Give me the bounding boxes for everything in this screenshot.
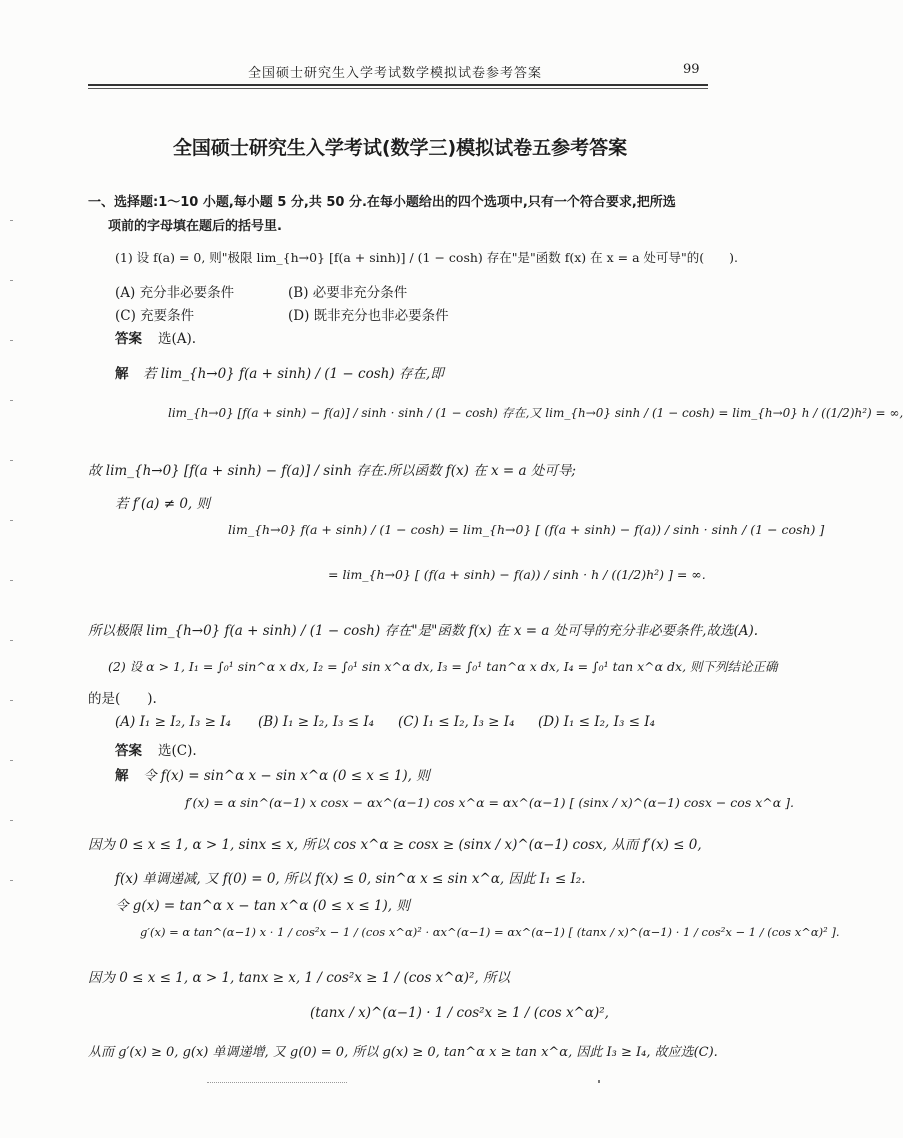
- bottom-scan-mark: [207, 1082, 347, 1083]
- section-heading: 一、选择题:1～10 小题,每小题 5 分,共 50 分.在每小题给出的四个选项中,只有一个符合要求,把所选: [88, 195, 676, 210]
- bottom-scan-dot: [598, 1080, 600, 1083]
- q2-option-b: (B) I₁ ≥ I₂, I₃ ≤ I₄: [258, 714, 375, 730]
- q2-line-6: g′(x) = α tan^(α−1) x · 1 / cos²x − 1 / (cos x^α)² · αx^(α−1) = αx^(α−1) [ (tanx / x)^(α−1) · 1 / cos²x − 1 / (cos x^α)² ].: [140, 925, 840, 939]
- q2-line-1: 令 f(x) = sin^α x − sin x^α (0 ≤ x ≤ 1), 则: [143, 768, 430, 784]
- q2-answer-label: 答案: [115, 743, 142, 759]
- q1-line-4: 若 f′(a) ≠ 0, 则: [115, 496, 211, 512]
- q1-line-5: lim_{h→0} f(a + sinh) / (1 − cosh) = lim_{h→0} [ (f(a + sinh) − f(a)) / sinh · sinh / (1 − cosh) ]: [228, 522, 825, 537]
- q2-answer-text: 选(C).: [158, 743, 197, 759]
- q1-option-c: (C) 充要条件: [115, 308, 195, 324]
- q1-line-3: 故 lim_{h→0} [f(a + sinh) − f(a)] / sinh 存在.所以函数 f(x) 在 x = a 处可导;: [88, 463, 576, 479]
- q2-option-a: (A) I₁ ≥ I₂, I₃ ≥ I₄: [115, 714, 231, 730]
- q1-option-b: (B) 必要非充分条件: [288, 285, 408, 301]
- section-heading-cont: 项前的字母填在题后的括号里.: [108, 219, 282, 234]
- q1-line-7: 所以极限 lim_{h→0} f(a + sinh) / (1 − cosh) 存在"是"函数 f(x) 在 x = a 处可导的充分非必要条件,故选(A).: [88, 623, 759, 639]
- running-header-title: 全国硕士研究生入学考试数学模拟试卷参考答案: [248, 66, 543, 81]
- q2-line-4: f(x) 单调递减, 又 f(0) = 0, 所以 f(x) ≤ 0, sin^α x ≤ sin x^α, 因此 I₁ ≤ I₂.: [115, 871, 586, 887]
- q2-line-8: (tanx / x)^(α−1) · 1 / cos²x ≥ 1 / (cos x^α)²,: [310, 1005, 609, 1021]
- q1-answer-label: 答案: [115, 331, 142, 347]
- q1-solution-label: 解: [115, 366, 129, 382]
- q1-answer-text: 选(A).: [158, 331, 197, 347]
- page-title: 全国硕士研究生入学考试(数学三)模拟试卷五参考答案: [172, 137, 628, 159]
- q2-line-7: 因为 0 ≤ x ≤ 1, α > 1, tanx ≥ x, 1 / cos²x ≥ 1 / (cos x^α)², 所以: [88, 970, 510, 986]
- header-rule: [88, 84, 708, 89]
- q1-line-6: = lim_{h→0} [ (f(a + sinh) − f(a)) / sinh · h / ((1/2)h²) ] = ∞.: [328, 567, 706, 582]
- q2-line-5: 令 g(x) = tan^α x − tan x^α (0 ≤ x ≤ 1), 则: [115, 898, 410, 914]
- q2-line-9: 从而 g′(x) ≥ 0, g(x) 单调递增, 又 g(0) = 0, 所以 g(x) ≥ 0, tan^α x ≥ tan x^α, 因此 I₃ ≥ I₄, 故应选(C).: [88, 1045, 718, 1060]
- q1-line-1: 若 lim_{h→0} f(a + sinh) / (1 − cosh) 存在,即: [143, 366, 444, 382]
- q2-line-3: 因为 0 ≤ x ≤ 1, α > 1, sinx ≤ x, 所以 cos x^α ≥ cosx ≥ (sinx / x)^(α−1) cosx, 从而 f′(x) ≤ 0,: [88, 837, 702, 853]
- q1-line-2: lim_{h→0} [f(a + sinh) − f(a)] / sinh · sinh / (1 − cosh) 存在,又 lim_{h→0} sinh / (1 − cosh) = lim_{h→0} h / ((1/2)h²) = ∞,: [168, 406, 903, 420]
- q2-stem: (2) 设 α > 1, I₁ = ∫₀¹ sin^α x dx, I₂ = ∫₀¹ sin x^α dx, I₃ = ∫₀¹ tan^α x dx, I₄ = ∫₀¹ tan x^α dx, 则下列结论正确: [108, 659, 778, 674]
- q2-stem-cont: 的是( ).: [88, 691, 157, 707]
- page-number: 99: [683, 62, 700, 77]
- q2-line-2: f′(x) = α sin^(α−1) x cosx − αx^(α−1) cos x^α = αx^(α−1) [ (sinx / x)^(α−1) cosx − cos x^α ].: [185, 795, 794, 810]
- q1-option-d: (D) 既非充分也非必要条件: [288, 308, 449, 324]
- q2-option-c: (C) I₁ ≤ I₂, I₃ ≥ I₄: [398, 714, 515, 730]
- q2-solution-label: 解: [115, 768, 129, 784]
- q1-stem: (1) 设 f(a) = 0, 则"极限 lim_{h→0} [f(a + sinh)] / (1 − cosh) 存在"是"函数 f(x) 在 x = a 处可导"的( ).: [115, 250, 738, 265]
- q1-option-a: (A) 充分非必要条件: [115, 285, 235, 301]
- q2-option-d: (D) I₁ ≤ I₂, I₃ ≤ I₄: [538, 714, 655, 730]
